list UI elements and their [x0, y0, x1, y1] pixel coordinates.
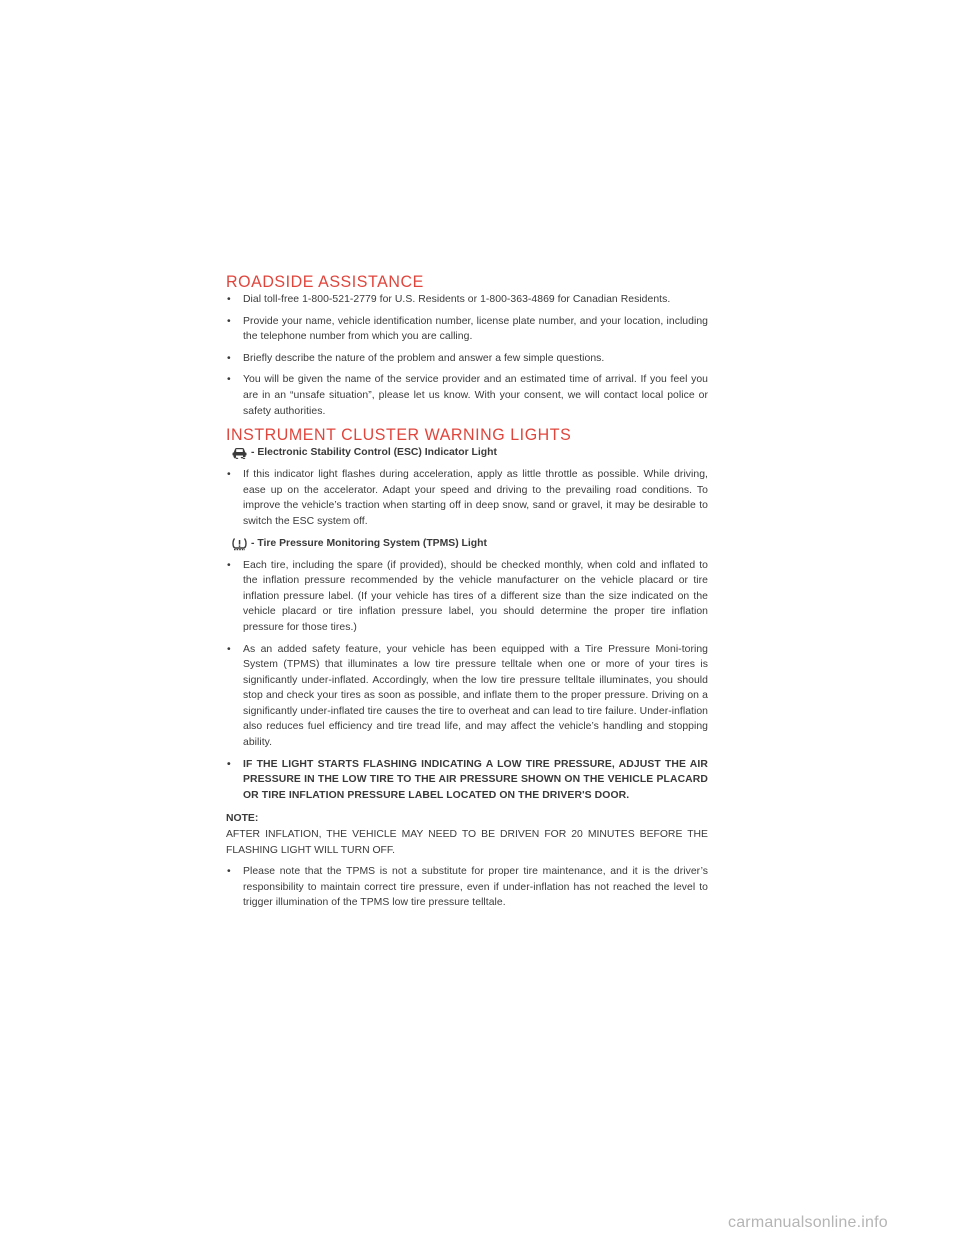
manual-page-content: [226, 272, 708, 917]
instrument-cluster-heading: INSTRUMENT CLUSTER WARNING LIGHTS: [226, 425, 572, 445]
roadside-assistance-heading: ROADSIDE ASSISTANCE: [226, 272, 424, 291]
esc-indicator-label: - Electronic Stability Control (ESC) Indicator Light: [251, 447, 497, 459]
tpms-final-list: [226, 864, 708, 911]
tpms-indicator-label: - Tire Pressure Monitoring System (TPMS) Light: [251, 537, 487, 549]
watermark-text: carmanualsonline.info: [728, 1214, 888, 1231]
tpms-warning-item: • IF THE LIGHT STARTS FLASHING INDICATING A LOW TIRE PRESSURE, ADJUST THE AIR PRESSURE IN THE LOW TIRE TO THE AIR PRESSURE SHOWN ON THE VEHICLE PLACARD OR TIRE INFLATION PRESSURE LABEL LOCATED ON THE DRIVER'S DOOR.: [226, 757, 708, 804]
tpms-indicator-title: [226, 536, 708, 552]
list-item: • Briefly describe the nature of the problem and answer a few simple questions.: [226, 351, 708, 367]
note-label: NOTE:: [226, 813, 259, 825]
list-item: • Dial toll-free 1-800-521-2779 for U.S. Residents or 1-800-363-4869 for Canadian Residents.: [226, 292, 708, 308]
tpms-list: [226, 558, 708, 804]
esc-skid-car-icon: [231, 446, 248, 460]
list-item: • If this indicator light flashes during acceleration, apply as little throttle as possible. While driving, ease up on the accelerator. Adapt your speed and driving to the prevailing road conditions. To improve the vehicle’s traction when starting off in deep snow, sand or gravel, it may be desirable to switch the ESC system off.: [226, 467, 708, 529]
list-item: • As an added safety feature, your vehicle has been equipped with a Tire Pressure Moni-toring System (TPMS) that illuminates a low tire pressure telltale when one or more of your tires is significantly under-inflated. Accordingly, when the low tire pressure telltale illuminates, you should stop and check your tires as soon as possible, and inflate them to the proper pressure. Driving on a significantly under-inflated tire causes the tire to overheat and can lead to tire failure. Under-inflation also reduces fuel efficiency and tire tread life, and may affect the vehicle’s handling and stopping ability.: [226, 642, 708, 751]
note-text: AFTER INFLATION, THE VEHICLE MAY NEED TO BE DRIVEN FOR 20 MINUTES BEFORE THE FLASHING LIGHT WILL TURN OFF.: [226, 829, 708, 856]
roadside-assistance-list: [226, 292, 708, 419]
list-item: • You will be given the name of the service provider and an estimated time of arrival. If you feel you are in an “unsafe situation”, please let us know. With your consent, we will contact local police or safety authorities.: [226, 372, 708, 419]
esc-list: [226, 467, 708, 529]
list-item: • Each tire, including the spare (if provided), should be checked monthly, when cold and inflated to the inflation pressure recommended by the vehicle manufacturer on the vehicle placard or tire inflation pressure label. (If your vehicle has tires of a different size than the size indicated on the vehicle placard or tire inflation pressure label, you should determine the proper tire inflation pressure for those tires.): [226, 558, 708, 636]
list-item: • Please note that the TPMS is not a substitute for proper tire maintenance, and it is the driver’s responsibility to maintain correct tire pressure, even if under-inflation has not reached the level to trigger illumination of the TPMS low tire pressure telltale.: [226, 864, 708, 911]
tire-pressure-warning-icon: [231, 537, 248, 551]
list-item: • Provide your name, vehicle identification number, license plate number, and your location, including the telephone number from which you are calling.: [226, 314, 708, 345]
esc-indicator-title: [226, 445, 708, 461]
